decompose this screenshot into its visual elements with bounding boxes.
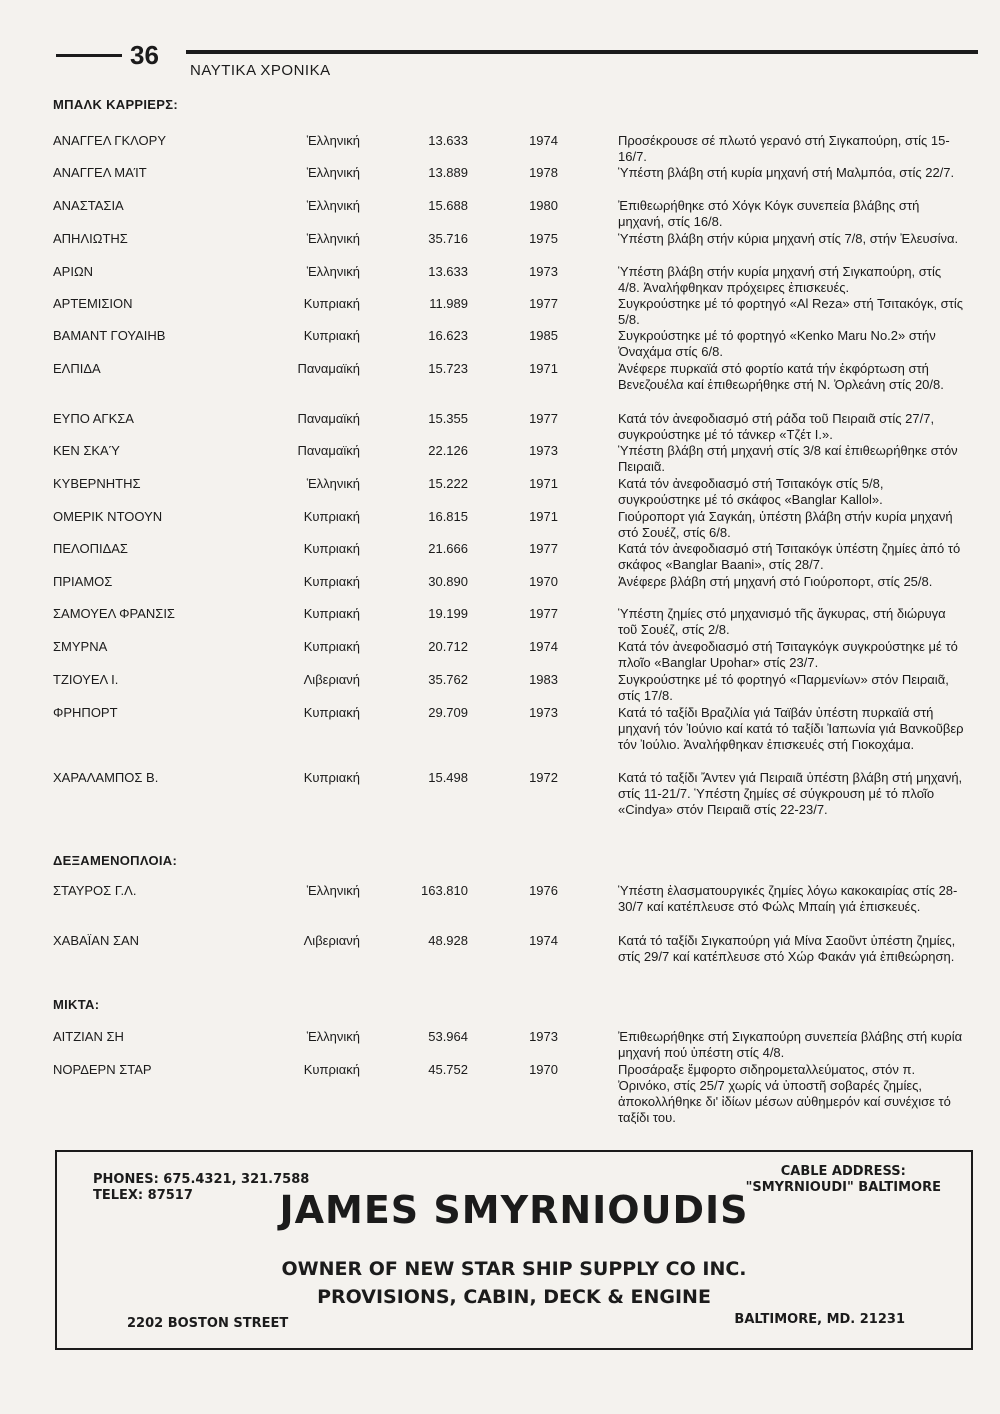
ad-owner-line: OWNER OF NEW STAR SHIP SUPPLY CO INC. bbox=[281, 1258, 747, 1280]
ship-name: ΒΑΜΑΝΤ ΓΟΥΑΙΗΒ bbox=[53, 328, 166, 343]
header-rule-right bbox=[186, 50, 978, 54]
ship-tonnage: 13.633 bbox=[428, 133, 468, 148]
header-rule-left bbox=[56, 54, 122, 57]
ship-name: ΑΝΑΓΓΕΛ ΓΚΛΟΡΥ bbox=[53, 133, 166, 148]
incident-note: Συγκρούστηκε μέ τό φορτηγό «Al Reza» στή Τσιτακόγκ, στίς 5/8. bbox=[618, 296, 963, 327]
ship-name: ΑΡΙΩΝ bbox=[53, 264, 94, 279]
ship-year: 1978 bbox=[529, 165, 558, 180]
ship-flag: Κυπριακή bbox=[303, 606, 360, 621]
incident-note: Ὑπέστη βλάβη στήν κύρια μηχανή στίς 7/8, στήν Ἐλευσίνα. bbox=[618, 231, 959, 246]
advertisement bbox=[55, 1150, 973, 1350]
incident-note: Κατά τόν ἀνεφοδιασμό στή ράδα τοῦ Πειραιᾶ στίς 27/7, συγκρούστηκε μέ τό τάνκερ «Τζέτ Ι.». bbox=[618, 411, 935, 442]
ship-year: 1974 bbox=[529, 639, 558, 654]
ship-flag: Ἑλληνική bbox=[306, 165, 360, 180]
ship-flag: Λιβεριανή bbox=[303, 672, 360, 687]
ship-year: 1974 bbox=[529, 133, 558, 148]
ship-tonnage: 15.498 bbox=[428, 770, 468, 785]
ship-flag: Ἑλληνική bbox=[306, 264, 360, 279]
incident-note: Κατά τό ταξίδι Βραζιλία γιά Ταϊβάν ὑπέστη πυρκαϊά στή μηχανή τόν Ἰούνιο καί κατά τό ταξίδι Ἰαπωνία γιά Βανκοῦβερ τόν Ἰούλιο. Ἀναλήφθηκαν ἐπισκευές στή Γιοκοχάμα. bbox=[618, 705, 964, 752]
ship-year: 1971 bbox=[529, 509, 558, 524]
ship-name: ΕΛΠΙΔΑ bbox=[53, 361, 101, 376]
ship-tonnage: 11.989 bbox=[429, 296, 468, 311]
ship-year: 1980 bbox=[529, 198, 558, 213]
ship-year: 1973 bbox=[529, 1029, 558, 1044]
ship-tonnage: 45.752 bbox=[428, 1062, 468, 1077]
ship-name: ΣΑΜΟΥΕΛ ΦΡΑΝΣΙΣ bbox=[53, 606, 175, 621]
ship-name: ΠΕΛΟΠΙΔΑΣ bbox=[53, 541, 128, 556]
incident-note: Κατά τόν ἀνεφοδιασμό στή Τσιταγκόγκ συγκρούστηκε μέ τό πλοῖο «Banglar Upohar» στίς 23/7. bbox=[618, 639, 958, 670]
ship-flag: Κυπριακή bbox=[303, 705, 360, 720]
ship-tonnage: 29.709 bbox=[428, 705, 468, 720]
ship-flag: Παναμαϊκή bbox=[297, 443, 360, 458]
incident-note: Ὑπέστη βλάβη στήν κυρία μηχανή στή Σιγκαπούρη, στίς 4/8. Ἀναλήφθηκαν πρόχειρες ἐπισκευές. bbox=[618, 264, 942, 295]
ship-tonnage: 13.889 bbox=[428, 165, 468, 180]
ship-year: 1974 bbox=[529, 933, 558, 948]
ship-flag: Κυπριακή bbox=[303, 574, 360, 589]
ship-name: ΚΥΒΕΡΝΗΤΗΣ bbox=[53, 476, 141, 491]
ship-tonnage: 13.633 bbox=[428, 264, 468, 279]
incident-note: Προσάραξε ἔμφορτο σιδηρομεταλλεύματος, στόν π. Ὀρινόκο, στίς 25/7 χωρίς νά ὑποστῆ σοβαρές ζημίες, ἀποκολλήθηκε δι' ἰδίων μέσων αὐθημερόν καί συνέχισε τό ταξίδι του. bbox=[618, 1062, 951, 1125]
section-title: ΔΕΞΑΜΕΝΟΠΛΟΙΑ: bbox=[53, 853, 178, 868]
ship-year: 1976 bbox=[529, 883, 558, 898]
ship-year: 1983 bbox=[529, 672, 558, 687]
ship-year: 1973 bbox=[529, 443, 558, 458]
ship-name: ΑΡΤΕΜΙΣΙΟΝ bbox=[53, 296, 133, 311]
ad-cable-address: "SMYRNIOUDI" BALTIMORE bbox=[745, 1180, 941, 1195]
ship-name: ΣΤΑΥΡΟΣ Γ.Λ. bbox=[53, 883, 137, 898]
incident-note: Ὑπέστη βλάβη στή μηχανή στίς 3/8 καί ἐπιθεωρήθηκε στόν Πειραιᾶ. bbox=[618, 443, 958, 474]
ship-year: 1973 bbox=[529, 264, 558, 279]
publication-title: ΝΑΥΤΙΚΑ ΧΡΟΝΙΚΑ bbox=[190, 62, 331, 79]
ship-name: ΠΡΙΑΜΟΣ bbox=[53, 574, 113, 589]
ad-telex: TELEX: 87517 bbox=[93, 1188, 193, 1203]
incident-note: Συγκρούστηκε μέ τό φορτηγό «Παρμενίων» στόν Πειραιᾶ, στίς 17/8. bbox=[618, 672, 949, 703]
ship-tonnage: 163.810 bbox=[421, 883, 468, 898]
ship-flag: Κυπριακή bbox=[303, 541, 360, 556]
ship-flag: Κυπριακή bbox=[303, 639, 360, 654]
ship-year: 1977 bbox=[529, 411, 558, 426]
ship-flag: Κυπριακή bbox=[303, 1062, 360, 1077]
incident-note: Κατά τόν ἀνεφοδιασμό στή Τσιτακόγκ στίς 5/8, συγκρούστηκε μέ τό σκάφος «Banglar Kallol». bbox=[618, 476, 884, 507]
ship-tonnage: 30.890 bbox=[428, 574, 468, 589]
incident-note: Συγκρούστηκε μέ τό φορτηγό «Kenko Maru No.2» στήν Ὀναχάμα στίς 6/8. bbox=[618, 328, 936, 359]
ship-tonnage: 15.688 bbox=[428, 198, 468, 213]
incident-note: Γιούροπορτ γιά Σαγκάη, ὑπέστη βλάβη στήν κυρία μηχανή στό Σουέζ, στίς 6/8. bbox=[618, 509, 953, 540]
ship-tonnage: 22.126 bbox=[428, 443, 468, 458]
incident-note: Κατά τό ταξίδι Ἄντεν γιά Πειραιᾶ ὑπέστη βλάβη στή μηχανή, στίς 11-21/7. Ὑπέστη ζημίες σέ σύγκρουση μέ τό πλοῖο «Cindya» στόν Πειραιᾶ στίς 22-23/7. bbox=[618, 770, 963, 817]
ship-tonnage: 21.666 bbox=[428, 541, 468, 556]
ship-name: ΤΖΙΟΥΕΛ Ι. bbox=[53, 672, 119, 687]
ship-flag: Ἑλληνική bbox=[306, 133, 360, 148]
ship-year: 1971 bbox=[529, 476, 558, 491]
ship-flag: Κυπριακή bbox=[303, 296, 360, 311]
incident-note: Ἐπιθεωρήθηκε στό Χόγκ Κόγκ συνεπεία βλάβης στή μηχανή, στίς 16/8. bbox=[618, 198, 920, 229]
incident-note: Ὑπέστη βλάβη στή κυρία μηχανή στή Μαλμπόα, στίς 22/7. bbox=[618, 165, 955, 180]
section-title: ΜΠΑΛΚ ΚΑΡΡΙΕΡΣ: bbox=[53, 97, 178, 112]
ship-flag: Ἑλληνική bbox=[306, 476, 360, 491]
ship-year: 1975 bbox=[529, 231, 558, 246]
ship-tonnage: 35.762 bbox=[428, 672, 468, 687]
ship-tonnage: 20.712 bbox=[428, 639, 468, 654]
ship-tonnage: 16.623 bbox=[428, 328, 468, 343]
ship-name: ΣΜΥΡΝΑ bbox=[53, 639, 108, 654]
ship-name: ΝΟΡΔΕΡΝ ΣΤΑΡ bbox=[53, 1062, 152, 1077]
ship-flag: Κυπριακή bbox=[303, 328, 360, 343]
ship-year: 1970 bbox=[529, 574, 558, 589]
ship-flag: Ἑλληνική bbox=[306, 1029, 360, 1044]
ship-year: 1972 bbox=[529, 770, 558, 785]
ship-tonnage: 53.964 bbox=[428, 1029, 468, 1044]
page-header bbox=[0, 0, 1000, 90]
section-title: ΜΙΚΤΑ: bbox=[53, 997, 100, 1012]
ship-tonnage: 48.928 bbox=[428, 933, 468, 948]
ship-name: ΧΑΡΑΛΑΜΠΟΣ Β. bbox=[53, 770, 159, 785]
ship-flag: Κυπριακή bbox=[303, 509, 360, 524]
ship-flag: Κυπριακή bbox=[303, 770, 360, 785]
ship-flag: Λιβεριανή bbox=[303, 933, 360, 948]
ship-year: 1977 bbox=[529, 606, 558, 621]
ship-tonnage: 19.199 bbox=[428, 606, 468, 621]
ship-name: ΦΡΗΠΟΡΤ bbox=[53, 705, 118, 720]
ship-name: ΕΥΠΟ ΑΓΚΣΑ bbox=[53, 411, 134, 426]
ship-name: ΑΠΗΛΙΩΤΗΣ bbox=[53, 231, 128, 246]
ship-flag: Ἑλληνική bbox=[306, 231, 360, 246]
ad-phones: PHONES: 675.4321, 321.7588 bbox=[93, 1172, 310, 1187]
ad-company-name: JAMES SMYRNIOUDIS bbox=[279, 1188, 749, 1232]
ship-tonnage: 35.716 bbox=[428, 231, 468, 246]
ship-name: ΚΕΝ ΣΚΑΎ bbox=[53, 443, 120, 458]
incident-note: Προσέκρουσε σέ πλωτό γερανό στή Σιγκαπούρη, στίς 15-16/7. bbox=[618, 133, 950, 164]
incident-note: Κατά τόν ἀνεφοδιασμό στή Τσιτακόγκ ὑπέστη ζημίες ἀπό τό σκάφος «Banglar Baani», στίς 28/7. bbox=[618, 541, 961, 572]
ship-year: 1977 bbox=[529, 296, 558, 311]
ship-name: ΧΑΒΑΪΑΝ ΣΑΝ bbox=[53, 933, 140, 948]
ship-year: 1985 bbox=[529, 328, 558, 343]
incident-note: Ἀνέφερε βλάβη στή μηχανή στό Γιούροπορτ, στίς 25/8. bbox=[618, 574, 933, 589]
ad-cable-title: CABLE ADDRESS: bbox=[780, 1164, 906, 1179]
ship-year: 1971 bbox=[529, 361, 558, 376]
ship-flag: Παναμαϊκή bbox=[297, 411, 360, 426]
ship-flag: Παναμαϊκή bbox=[297, 361, 360, 376]
incident-note: Ὑπέστη ζημίες στό μηχανισμό τῆς ἄγκυρας, στή διώρυγα τοῦ Σουέζ, στίς 2/8. bbox=[618, 606, 946, 637]
incident-note: Κατά τό ταξίδι Σιγκαπούρη γιά Μίνα Σαοῦντ ὑπέστη ζημίες, στίς 29/7 καί κατέπλευσε στό Χώρ Φακάν γιά ἐπιθεώρηση. bbox=[618, 933, 956, 964]
ship-name: ΟΜΕΡΙΚ ΝΤΟΟΥΝ bbox=[53, 509, 163, 524]
ship-tonnage: 15.723 bbox=[428, 361, 468, 376]
ship-year: 1977 bbox=[529, 541, 558, 556]
ship-year: 1970 bbox=[529, 1062, 558, 1077]
incident-note: Ὑπέστη ἐλασματουργικές ζημίες λόγω κακοκαιρίας στίς 28-30/7 καί κατέπλευσε στό Φώλς Μπαίη γιά ἐπισκευές. bbox=[618, 883, 958, 914]
incident-note: Ἐπιθεωρήθηκε στή Σιγκαπούρη συνεπεία βλάβης στή κυρία μηχανή πού ὑπέστη στίς 4/8. bbox=[618, 1029, 963, 1060]
ship-name: ΑΝΑΓΓΕΛ ΜΑΊΤ bbox=[53, 165, 147, 180]
ship-flag: Ἑλληνική bbox=[306, 883, 360, 898]
ship-tonnage: 16.815 bbox=[428, 509, 468, 524]
page-number: 36 bbox=[130, 40, 159, 70]
ad-street: 2202 BOSTON STREET bbox=[127, 1316, 289, 1331]
ship-name: ΑΝΑΣΤΑΣΙΑ bbox=[53, 198, 124, 213]
ship-tonnage: 15.355 bbox=[428, 411, 468, 426]
ship-year: 1973 bbox=[529, 705, 558, 720]
ship-name: ΑΙΤΖΙΑΝ ΣΗ bbox=[53, 1029, 124, 1044]
ship-flag: Ἑλληνική bbox=[306, 198, 360, 213]
ad-city: BALTIMORE, MD. 21231 bbox=[734, 1312, 905, 1327]
incident-note: Ἀνέφερε πυρκαϊά στό φορτίο κατά τήν ἐκφόρτωση στή Βενεζουέλα καί ἐπιθεωρήθηκε στή Ν. Ὀρλεάνη στίς 20/8. bbox=[618, 361, 944, 392]
ad-provisions-line: PROVISIONS, CABIN, DECK & ENGINE bbox=[317, 1286, 711, 1308]
ship-tonnage: 15.222 bbox=[428, 476, 468, 491]
